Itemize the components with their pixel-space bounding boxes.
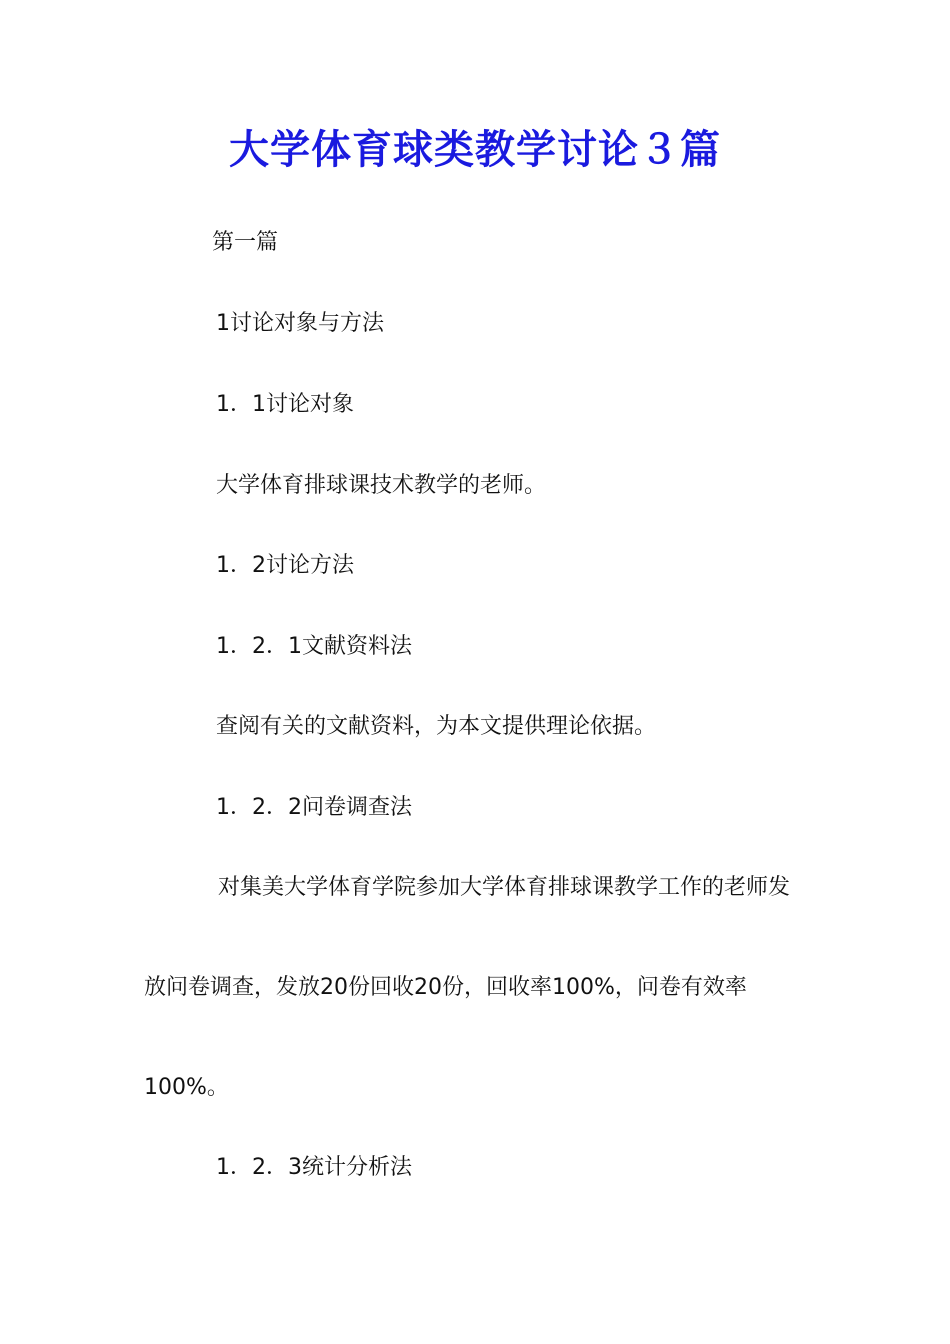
body-paragraph: 对集美大学体育学院参加大学体育排球课教学工作的老师发 bbox=[218, 875, 791, 900]
body-paragraph: 查阅有关的文献资料，为本文提供理论依据。 bbox=[216, 714, 657, 739]
document-title: 大学体育球类教学讨论３篇 bbox=[229, 126, 721, 173]
body-paragraph-continued: 100%。 bbox=[144, 1075, 229, 1100]
subsection-heading: 1．2．2问卷调查法 bbox=[216, 795, 412, 820]
subsection-heading: 1．2．3统计分析法 bbox=[216, 1155, 412, 1180]
body-paragraph-continued: 放问卷调查，发放20份回收20份，回收率100%，问卷有效率 bbox=[144, 975, 747, 1000]
subsection-heading: 1．1讨论对象 bbox=[216, 392, 354, 417]
subsection-heading: 1．2．1文献资料法 bbox=[216, 634, 412, 659]
section-heading: 第一篇 bbox=[212, 230, 279, 255]
subsection-heading: 1讨论对象与方法 bbox=[216, 311, 384, 336]
subsection-heading: 1．2讨论方法 bbox=[216, 553, 354, 578]
body-paragraph: 大学体育排球课技术教学的老师。 bbox=[216, 473, 547, 498]
